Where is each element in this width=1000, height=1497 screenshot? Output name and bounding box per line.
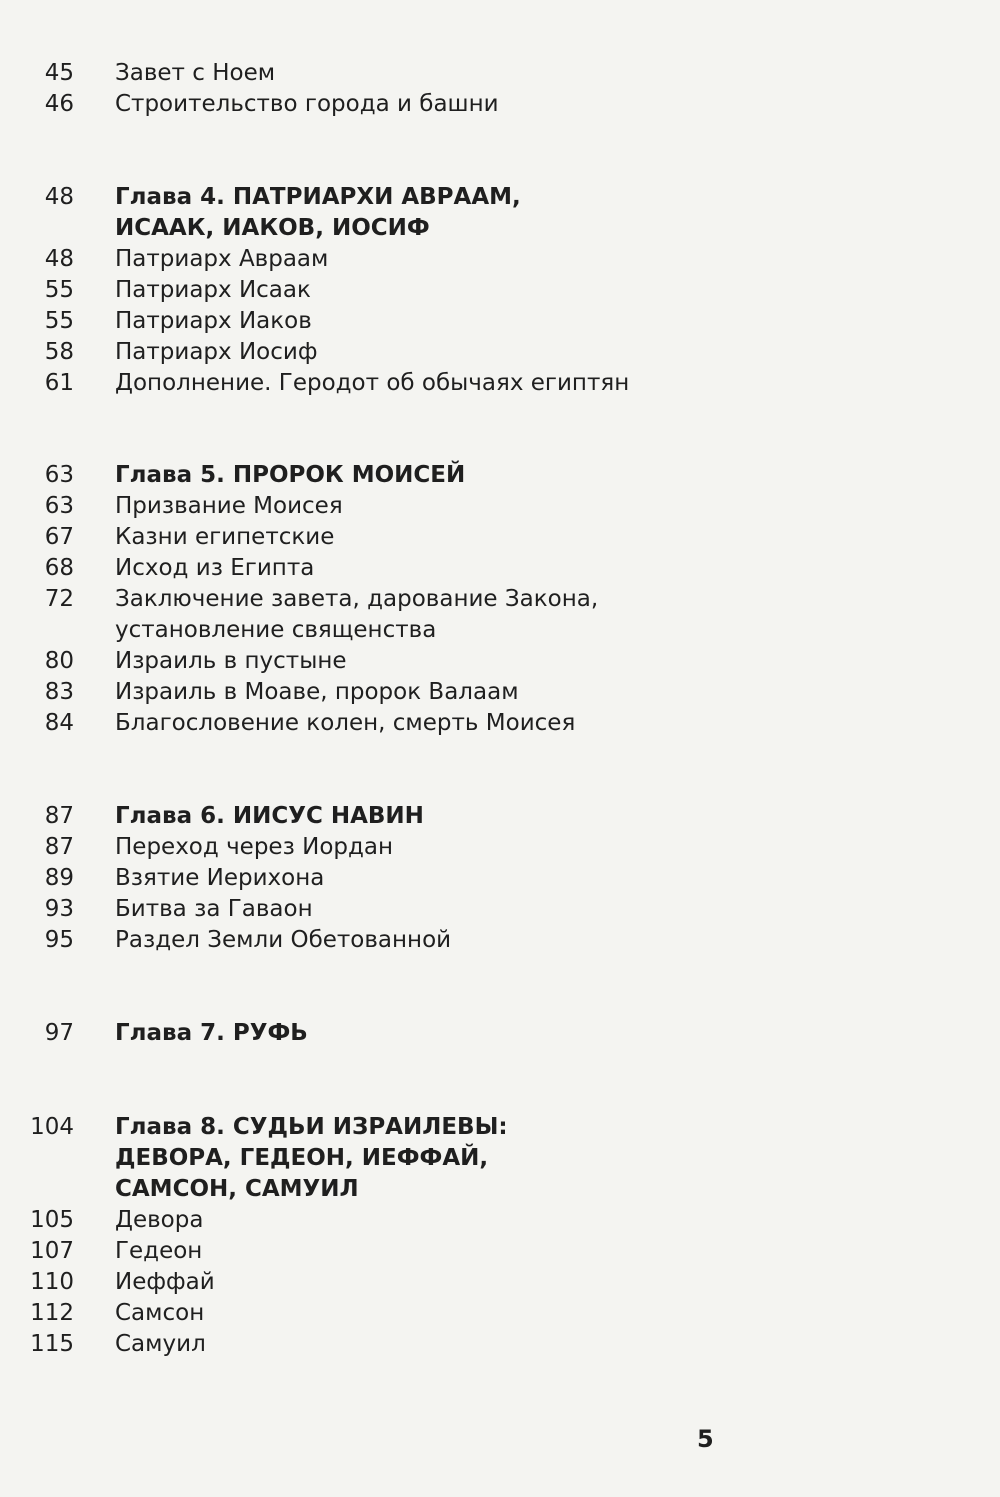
toc-title: Глава 7. РУФЬ [115, 1020, 308, 1046]
toc-page-number: 72 [44, 586, 74, 612]
toc-page-number: 110 [30, 1269, 74, 1295]
toc-title: Исход из Египта [115, 555, 315, 581]
toc-title: Переход через Иордан [115, 834, 394, 860]
toc-title: Глава 4. ПАТРИАРХИ АВРААМ, [115, 184, 521, 210]
toc-page-number: 80 [44, 648, 74, 674]
toc-title: Глава 8. СУДЬИ ИЗРАИЛЕВЫ: [115, 1114, 508, 1140]
toc-title: ДЕВОРА, ГЕДЕОН, ИЕФФАЙ, [115, 1145, 489, 1171]
toc-page-number: 87 [44, 834, 74, 860]
toc-page-number: 93 [44, 896, 74, 922]
toc-page-number: 46 [44, 91, 74, 117]
toc-title: Патриарх Исаак [115, 277, 311, 303]
toc-page-number: 87 [44, 803, 74, 829]
toc-page-number: 68 [44, 555, 74, 581]
toc-page-number: 97 [44, 1020, 74, 1046]
toc-page-number: 48 [44, 246, 74, 272]
toc-title: Глава 5. ПРОРОК МОИСЕЙ [115, 462, 466, 488]
toc-title: Патриарх Иаков [115, 308, 312, 334]
toc-page-number: 61 [44, 370, 74, 396]
toc-page-number: 104 [30, 1114, 74, 1140]
toc-title: Девора [115, 1207, 204, 1233]
toc-page-number: 63 [44, 462, 74, 488]
toc-title: установление священства [115, 617, 437, 643]
toc-page-number: 45 [44, 60, 74, 86]
toc-page-number: 115 [30, 1331, 74, 1357]
toc-title: Иеффай [115, 1269, 215, 1295]
toc-page-number: 84 [44, 710, 74, 736]
toc-page-number: 83 [44, 679, 74, 705]
toc-title: Дополнение. Геродот об обычаях египтян [115, 370, 630, 396]
toc-page-number: 89 [44, 865, 74, 891]
toc-title: Глава 6. ИИСУС НАВИН [115, 803, 424, 829]
toc-page-number: 95 [44, 927, 74, 953]
toc-page-number: 55 [44, 277, 74, 303]
toc-title: Взятие Иерихона [115, 865, 325, 891]
toc-page-number: 58 [44, 339, 74, 365]
toc-title: Казни египетские [115, 524, 335, 550]
toc-title: Патриарх Иосиф [115, 339, 318, 365]
toc-page-number: 105 [30, 1207, 74, 1233]
toc-title: Израиль в пустыне [115, 648, 347, 674]
toc-page-number: 107 [30, 1238, 74, 1264]
page-number: 5 [697, 1425, 714, 1453]
toc-page-number: 63 [44, 493, 74, 519]
toc-title: Строительство города и башни [115, 91, 499, 117]
toc-title: Битва за Гаваон [115, 896, 313, 922]
toc-title: Завет с Ноем [115, 60, 276, 86]
toc-title: Гедеон [115, 1238, 203, 1264]
toc-title: САМСОН, САМУИЛ [115, 1176, 359, 1202]
toc-page-number: 55 [44, 308, 74, 334]
toc-title: Самуил [115, 1331, 206, 1357]
toc-page-number: 48 [44, 184, 74, 210]
toc-title: Самсон [115, 1300, 205, 1326]
toc-title: Патриарх Авраам [115, 246, 329, 272]
toc-title: Призвание Моисея [115, 493, 343, 519]
toc-title: Раздел Земли Обетованной [115, 927, 452, 953]
toc-page-number: 112 [30, 1300, 74, 1326]
toc-page-number: 67 [44, 524, 74, 550]
toc-title: Израиль в Моаве, пророк Валаам [115, 679, 519, 705]
toc-title: ИСААК, ИАКОВ, ИОСИФ [115, 215, 430, 241]
toc-title: Заключение завета, дарование Закона, [115, 586, 599, 612]
toc-title: Благословение колен, смерть Моисея [115, 710, 576, 736]
